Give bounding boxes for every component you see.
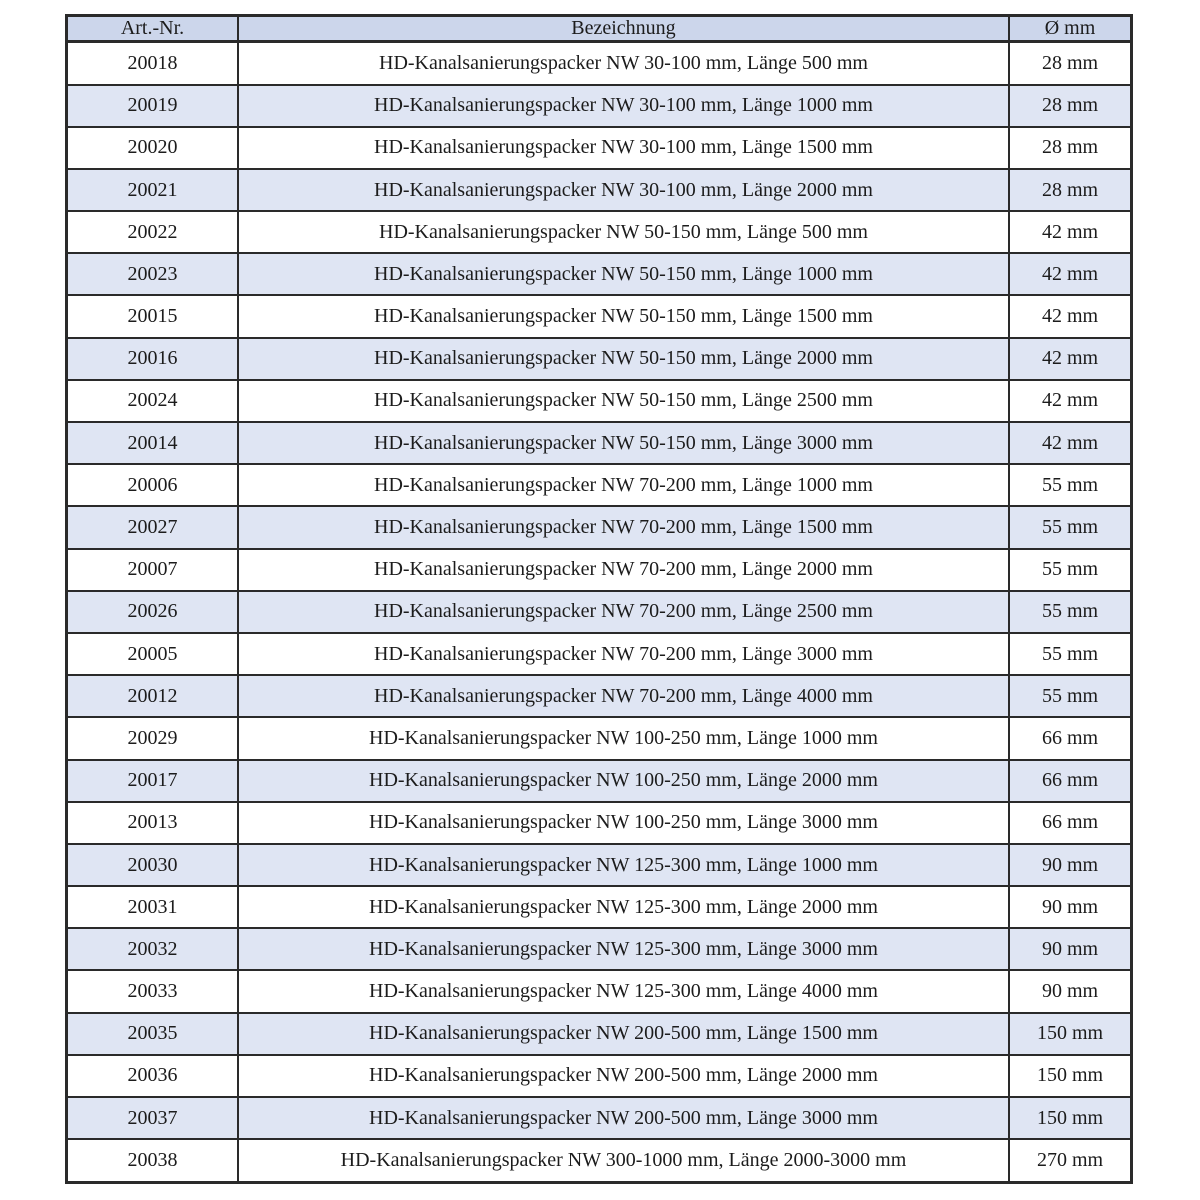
table-row xyxy=(67,1139,1132,1182)
bezeichnung-cell: HD-Kanalsanierungspacker NW 70-200 mm, Länge 1000 mm xyxy=(238,464,1009,506)
durchmesser-cell: 150 mm xyxy=(1009,1097,1131,1139)
art-nr-cell: 20019 xyxy=(67,85,238,127)
table-row xyxy=(67,717,1132,759)
bezeichnung-cell: HD-Kanalsanierungspacker NW 200-500 mm, Länge 1500 mm xyxy=(238,1013,1009,1055)
bezeichnung-cell: HD-Kanalsanierungspacker NW 125-300 mm, Länge 2000 mm xyxy=(238,886,1009,928)
art-nr-cell: 20020 xyxy=(67,127,238,169)
table-row xyxy=(67,169,1132,211)
art-nr-cell: 20014 xyxy=(67,422,238,464)
table-row xyxy=(67,928,1132,970)
table-row xyxy=(67,464,1132,506)
durchmesser-cell: 28 mm xyxy=(1009,169,1131,211)
table-row xyxy=(67,886,1132,928)
art-nr-cell: 20032 xyxy=(67,928,238,970)
bezeichnung-cell: HD-Kanalsanierungspacker NW 50-150 mm, Länge 2500 mm xyxy=(238,380,1009,422)
art-nr-cell: 20018 xyxy=(67,42,238,85)
bezeichnung-cell: HD-Kanalsanierungspacker NW 30-100 mm, Länge 1500 mm xyxy=(238,127,1009,169)
table-row xyxy=(67,211,1132,253)
art-nr-cell: 20024 xyxy=(67,380,238,422)
table-row xyxy=(67,42,1132,85)
table-row xyxy=(67,844,1132,886)
table-row xyxy=(67,422,1132,464)
art-nr-cell: 20037 xyxy=(67,1097,238,1139)
bezeichnung-cell: HD-Kanalsanierungspacker NW 100-250 mm, Länge 2000 mm xyxy=(238,760,1009,802)
art-nr-cell: 20013 xyxy=(67,802,238,844)
table-row xyxy=(67,675,1132,717)
bezeichnung-cell: HD-Kanalsanierungspacker NW 100-250 mm, Länge 1000 mm xyxy=(238,717,1009,759)
table-row xyxy=(67,295,1132,337)
bezeichnung-cell: HD-Kanalsanierungspacker NW 70-200 mm, Länge 1500 mm xyxy=(238,506,1009,548)
header-row xyxy=(67,16,1132,42)
art-nr-cell: 20021 xyxy=(67,169,238,211)
durchmesser-cell: 55 mm xyxy=(1009,464,1131,506)
bezeichnung-cell: HD-Kanalsanierungspacker NW 50-150 mm, Länge 2000 mm xyxy=(238,338,1009,380)
bezeichnung-cell: HD-Kanalsanierungspacker NW 50-150 mm, Länge 1000 mm xyxy=(238,253,1009,295)
durchmesser-cell: 55 mm xyxy=(1009,506,1131,548)
durchmesser-cell: 150 mm xyxy=(1009,1013,1131,1055)
bezeichnung-cell: HD-Kanalsanierungspacker NW 125-300 mm, Länge 3000 mm xyxy=(238,928,1009,970)
column-header-bezeichnung: Bezeichnung xyxy=(238,16,1009,42)
table-row xyxy=(67,338,1132,380)
durchmesser-cell: 150 mm xyxy=(1009,1055,1131,1097)
column-header-durchmesser: Ø mm xyxy=(1009,16,1131,42)
bezeichnung-cell: HD-Kanalsanierungspacker NW 50-150 mm, Länge 3000 mm xyxy=(238,422,1009,464)
durchmesser-cell: 90 mm xyxy=(1009,844,1131,886)
art-nr-cell: 20022 xyxy=(67,211,238,253)
durchmesser-cell: 28 mm xyxy=(1009,85,1131,127)
bezeichnung-cell: HD-Kanalsanierungspacker NW 125-300 mm, Länge 1000 mm xyxy=(238,844,1009,886)
durchmesser-cell: 270 mm xyxy=(1009,1139,1131,1182)
table-row xyxy=(67,591,1132,633)
durchmesser-cell: 90 mm xyxy=(1009,970,1131,1012)
durchmesser-cell: 28 mm xyxy=(1009,127,1131,169)
bezeichnung-cell: HD-Kanalsanierungspacker NW 50-150 mm, Länge 500 mm xyxy=(238,211,1009,253)
table-row xyxy=(67,253,1132,295)
durchmesser-cell: 55 mm xyxy=(1009,591,1131,633)
art-nr-cell: 20029 xyxy=(67,717,238,759)
bezeichnung-cell: HD-Kanalsanierungspacker NW 30-100 mm, Länge 500 mm xyxy=(238,42,1009,85)
art-nr-cell: 20005 xyxy=(67,633,238,675)
durchmesser-cell: 42 mm xyxy=(1009,338,1131,380)
bezeichnung-cell: HD-Kanalsanierungspacker NW 50-150 mm, Länge 1500 mm xyxy=(238,295,1009,337)
durchmesser-cell: 42 mm xyxy=(1009,422,1131,464)
bezeichnung-cell: HD-Kanalsanierungspacker NW 200-500 mm, Länge 3000 mm xyxy=(238,1097,1009,1139)
art-nr-cell: 20026 xyxy=(67,591,238,633)
bezeichnung-cell: HD-Kanalsanierungspacker NW 70-200 mm, Länge 2500 mm xyxy=(238,591,1009,633)
column-header-art-nr: Art.-Nr. xyxy=(67,16,238,42)
art-nr-cell: 20006 xyxy=(67,464,238,506)
durchmesser-cell: 42 mm xyxy=(1009,380,1131,422)
table-row xyxy=(67,549,1132,591)
durchmesser-cell: 55 mm xyxy=(1009,549,1131,591)
durchmesser-cell: 42 mm xyxy=(1009,253,1131,295)
art-nr-cell: 20023 xyxy=(67,253,238,295)
art-nr-cell: 20035 xyxy=(67,1013,238,1055)
bezeichnung-cell: HD-Kanalsanierungspacker NW 30-100 mm, Länge 2000 mm xyxy=(238,169,1009,211)
art-nr-cell: 20015 xyxy=(67,295,238,337)
durchmesser-cell: 28 mm xyxy=(1009,42,1131,85)
art-nr-cell: 20017 xyxy=(67,760,238,802)
art-nr-cell: 20012 xyxy=(67,675,238,717)
bezeichnung-cell: HD-Kanalsanierungspacker NW 70-200 mm, Länge 3000 mm xyxy=(238,633,1009,675)
art-nr-cell: 20030 xyxy=(67,844,238,886)
durchmesser-cell: 66 mm xyxy=(1009,717,1131,759)
table-row xyxy=(67,970,1132,1012)
durchmesser-cell: 90 mm xyxy=(1009,928,1131,970)
durchmesser-cell: 42 mm xyxy=(1009,211,1131,253)
table-row xyxy=(67,633,1132,675)
durchmesser-cell: 66 mm xyxy=(1009,802,1131,844)
table-row xyxy=(67,760,1132,802)
table-row xyxy=(67,1055,1132,1097)
table-header xyxy=(67,16,1132,42)
table-row xyxy=(67,506,1132,548)
bezeichnung-cell: HD-Kanalsanierungspacker NW 125-300 mm, Länge 4000 mm xyxy=(238,970,1009,1012)
table-row xyxy=(67,1013,1132,1055)
durchmesser-cell: 55 mm xyxy=(1009,633,1131,675)
bezeichnung-cell: HD-Kanalsanierungspacker NW 300-1000 mm, Länge 2000-3000 mm xyxy=(238,1139,1009,1182)
table-row xyxy=(67,802,1132,844)
durchmesser-cell: 42 mm xyxy=(1009,295,1131,337)
durchmesser-cell: 66 mm xyxy=(1009,760,1131,802)
art-nr-cell: 20031 xyxy=(67,886,238,928)
bezeichnung-cell: HD-Kanalsanierungspacker NW 70-200 mm, Länge 2000 mm xyxy=(238,549,1009,591)
bezeichnung-cell: HD-Kanalsanierungspacker NW 70-200 mm, Länge 4000 mm xyxy=(238,675,1009,717)
table-row xyxy=(67,127,1132,169)
art-nr-cell: 20038 xyxy=(67,1139,238,1182)
art-nr-cell: 20036 xyxy=(67,1055,238,1097)
bezeichnung-cell: HD-Kanalsanierungspacker NW 100-250 mm, Länge 3000 mm xyxy=(238,802,1009,844)
bezeichnung-cell: HD-Kanalsanierungspacker NW 30-100 mm, Länge 1000 mm xyxy=(238,85,1009,127)
table-row xyxy=(67,85,1132,127)
art-nr-cell: 20027 xyxy=(67,506,238,548)
art-nr-cell: 20007 xyxy=(67,549,238,591)
art-nr-cell: 20016 xyxy=(67,338,238,380)
table-row xyxy=(67,1097,1132,1139)
durchmesser-cell: 55 mm xyxy=(1009,675,1131,717)
product-table xyxy=(65,14,1133,1184)
table-body xyxy=(67,42,1132,1183)
table-row xyxy=(67,380,1132,422)
art-nr-cell: 20033 xyxy=(67,970,238,1012)
bezeichnung-cell: HD-Kanalsanierungspacker NW 200-500 mm, Länge 2000 mm xyxy=(238,1055,1009,1097)
durchmesser-cell: 90 mm xyxy=(1009,886,1131,928)
